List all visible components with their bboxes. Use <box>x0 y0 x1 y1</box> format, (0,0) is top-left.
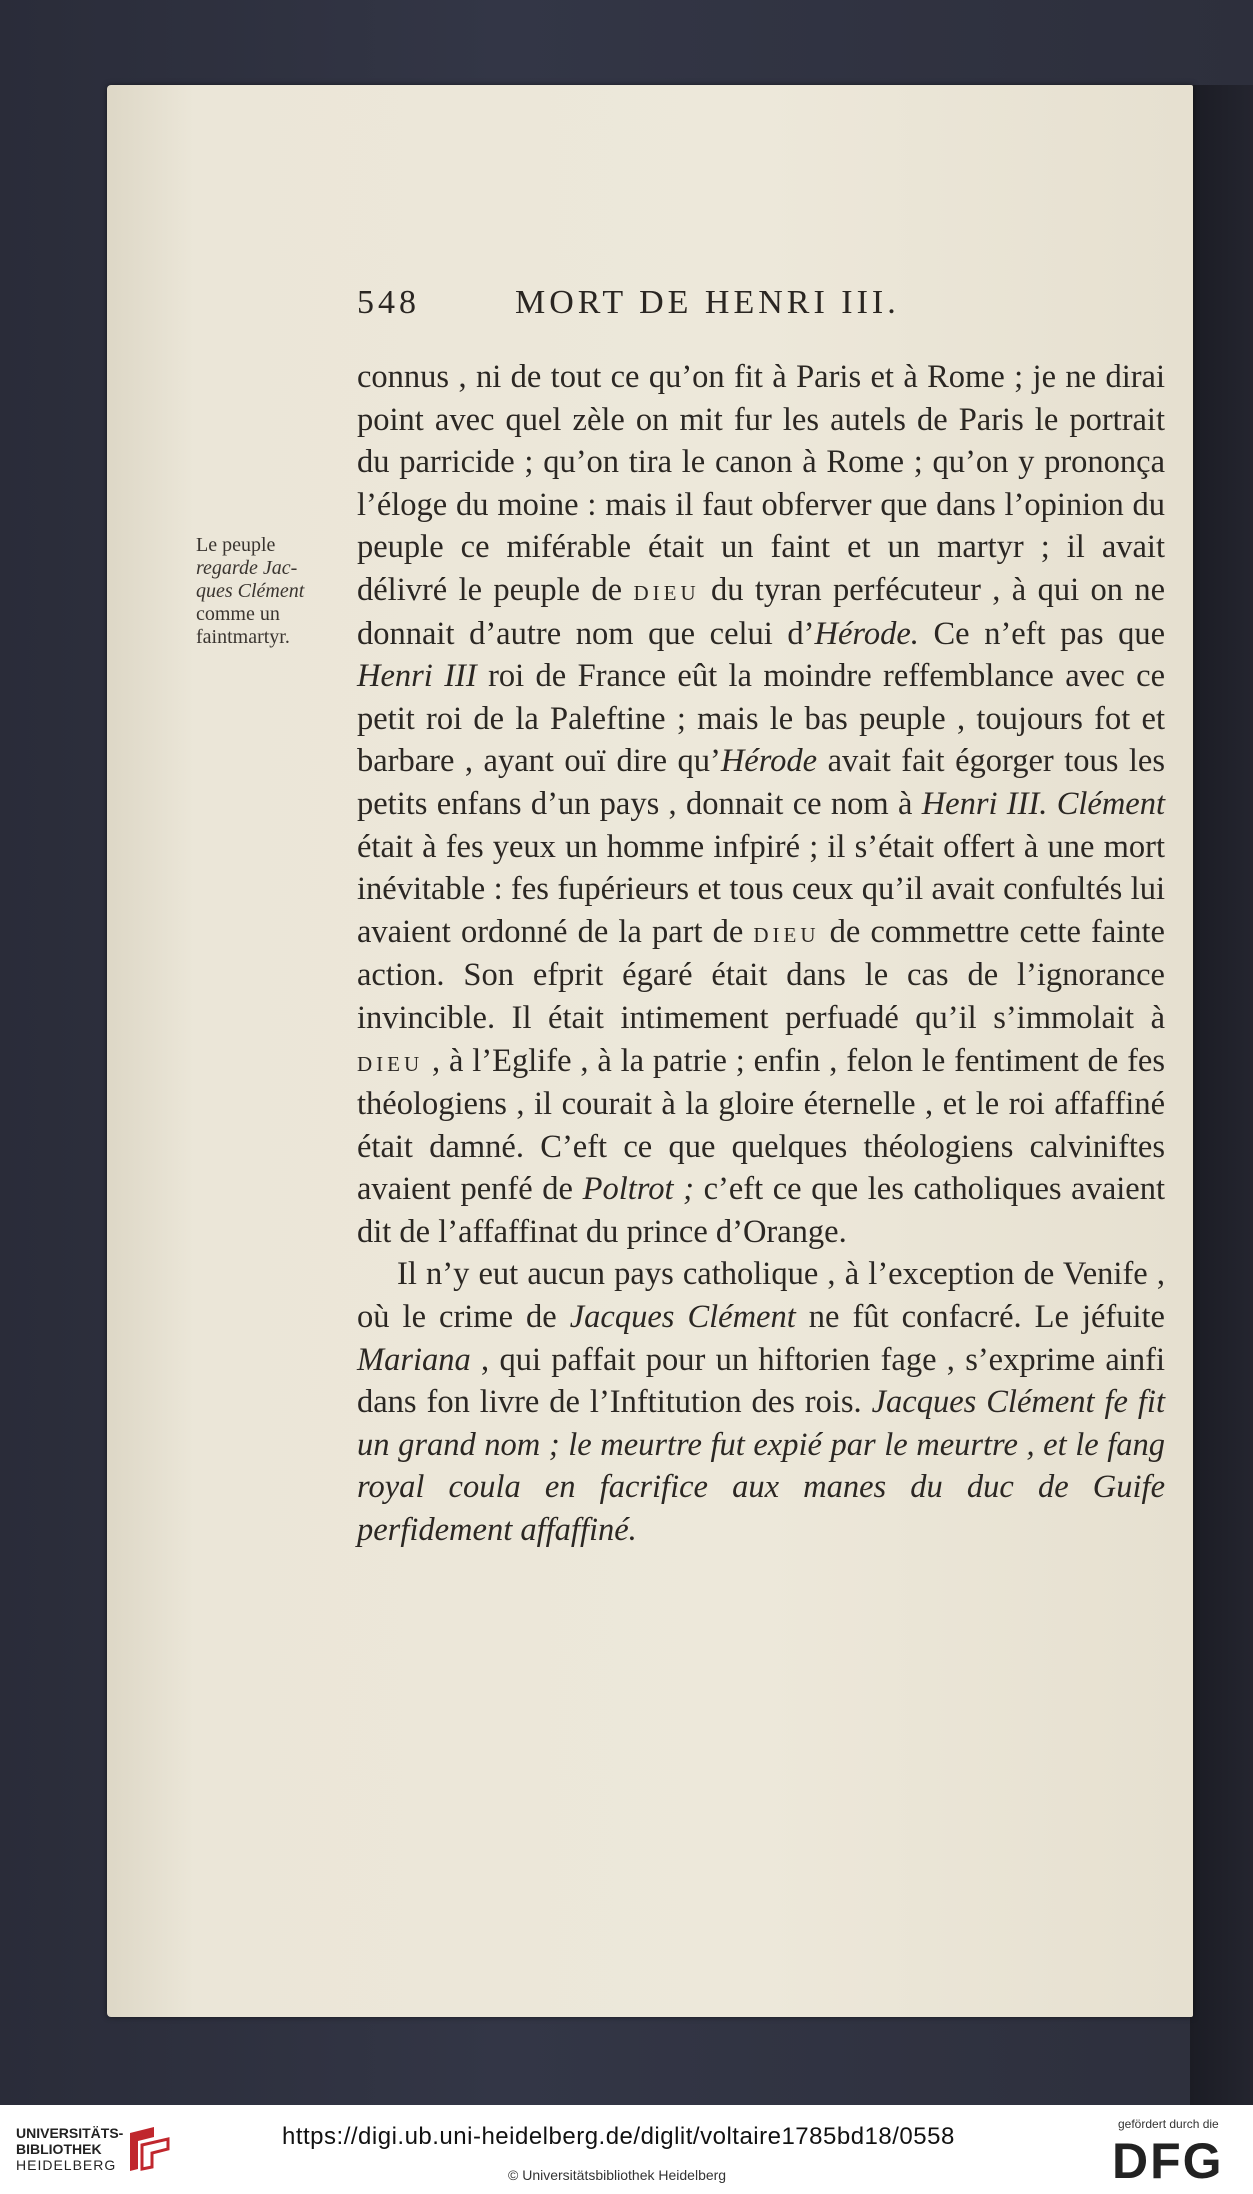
text-run: du tyran perfécuteur , à qui on ne donnait d’autre nom que celui d’ <box>357 571 1165 652</box>
viewer-footer <box>0 2105 1253 2194</box>
italic-name: Hérode <box>720 743 818 780</box>
margin-note-line: regarde Jac- <box>196 557 298 579</box>
margin-note-line: Le peuple <box>196 534 276 556</box>
text-run: roi de France eût la moindre reffemblance avec ce petit roi de la Paleftine ; mais le bas peuple , toujours fot et barbare , ayant ouï dire qu’ <box>357 658 1166 780</box>
library-name-line: BIBLIOTHEK <box>16 2141 102 2157</box>
italic-name: Jacques Clément <box>569 1299 796 1336</box>
italic-name: Mariana <box>357 1341 471 1378</box>
text-run: était à fes yeux un homme infpiré ; il s’était offert à une mort inévitable : fes fupérieurs et tous ceux qu’il avait confultés lui avaient ordonné de la part de <box>357 828 1165 950</box>
library-logo-icon <box>124 2123 174 2175</box>
text-run: Il n’y eut aucun pays catholique , à l’exception de Venife , où le crime de <box>357 1256 1165 1336</box>
text-run: avait fait égorger tous les petits enfans d’un pays , donnait ce nom à <box>357 743 1166 822</box>
italic-name: Henri III. Clément <box>921 785 1165 822</box>
italic-name: Henri III <box>357 658 477 695</box>
paragraph-1 <box>357 356 1165 1253</box>
text-run: , qui paffait pour un hiftorien fage , s’exprime ainfi dans fon livre de l’Inftitution des rois. <box>357 1341 1165 1421</box>
document-url[interactable]: https://digi.ub.uni-heidelberg.de/diglit/voltaire1785bd18/0558 <box>282 2123 955 2150</box>
text-run: ne fût confacré. Le jéfuite <box>795 1299 1165 1336</box>
italic-name: Poltrot ; <box>582 1171 694 1208</box>
paragraph-2 <box>357 1253 1165 1551</box>
dfg-logo[interactable]: DFG <box>1112 2133 1224 2189</box>
body-text <box>357 356 1165 1552</box>
text-run: Ce n’eft pas que <box>918 615 1165 652</box>
margin-note-line: ques Clément <box>196 580 305 602</box>
text-run: c’eft ce que les catholiques avaient dit de l’affaffinat du prince d’Orange. <box>357 1171 1165 1250</box>
italic-quote: Jacques Clément fe fit un grand nom ; le meurtre fut expié par le meurtre , et le fang royal coula en facrifice aux manes du duc de Guife perfidement affaffiné. <box>357 1384 1165 1549</box>
text-run: , à l’Eglife , à la patrie ; enfin , felon le fentiment de fes théologiens , il courait à la gloire éternelle , et le roi affaffiné était damné. C’eft ce que quelques théologiens calviniftes avaient penfé de <box>357 1042 1165 1208</box>
copyright-notice: © Universitätsbibliothek Heidelberg <box>508 2167 727 2183</box>
page-number: 548 <box>357 284 420 321</box>
text-run: de commettre cette fainte action. Son efprit égaré était dans le cas de l’ignorance invincible. Il était intimement perfuadé qu’il s’immolait à <box>357 913 1165 1036</box>
text-run: connus , ni de tout ce qu’on fit à Paris et à Rome ; je ne dirai point avec quel zèle on mit fur les autels de Paris le portrait du parricide ; qu’on tira le canon à Rome ; qu’on y prononça l’éloge du moine : mais il faut obferver que dans l’opinion du peuple ce miférable était un faint et un martyr ; il avait délivré le peuple de <box>357 359 1165 608</box>
running-title: MORT DE HENRI III. <box>515 284 900 321</box>
small-caps-word: dieu <box>357 1044 424 1078</box>
small-caps-word: dieu <box>633 573 700 607</box>
small-caps-word: dieu <box>753 915 820 949</box>
library-name-line: HEIDELBERG <box>16 2157 117 2173</box>
library-name-line: UNIVERSITÄTS- <box>16 2125 124 2141</box>
italic-name: Hérode. <box>814 615 919 652</box>
margin-note <box>196 534 356 649</box>
page-edge <box>1190 85 1253 2105</box>
funding-note: gefördert durch die <box>1118 2117 1219 2131</box>
margin-note-line: comme un <box>196 603 280 625</box>
running-head <box>357 284 1037 324</box>
margin-note-line: faintmartyr. <box>196 626 290 648</box>
